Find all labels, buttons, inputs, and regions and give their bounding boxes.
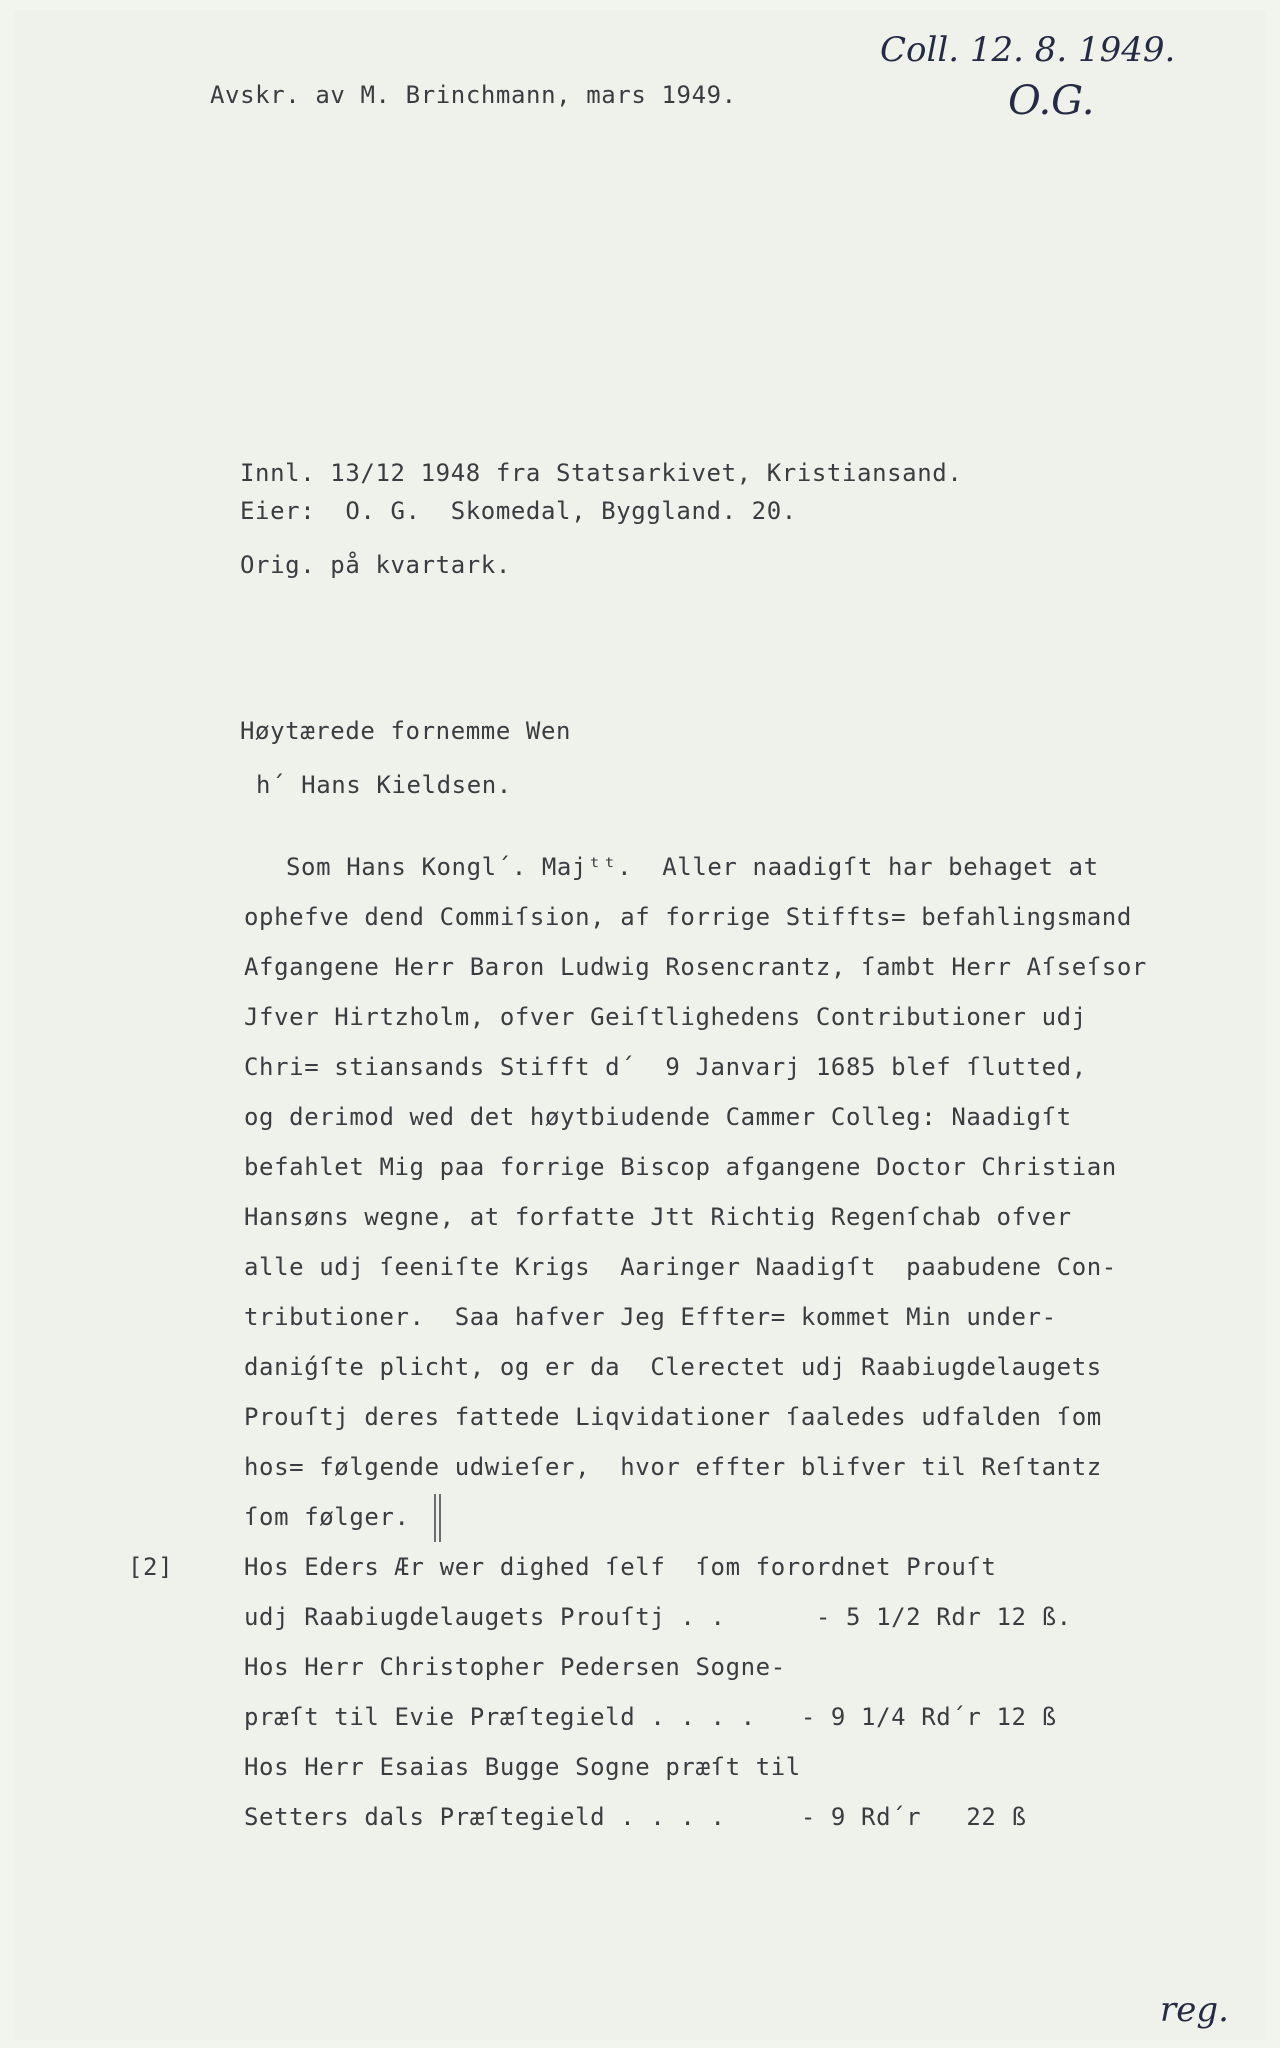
account-entry: Hos Herr Christopher Pedersen Sogne-	[244, 1653, 786, 1681]
account-entry: Hos Eders Ær wer dighed ſelf ſom forordnet Prouſt	[244, 1553, 997, 1581]
account-entry: Setters dals Præſtegield . . . . - 9 Rd´r 22 ß	[244, 1803, 1027, 1831]
owner-line: Eier: O. G. Skomedal, Byggland. 20.	[240, 497, 797, 525]
account-entry: præſt til Evie Præſtegield . . . . - 9 1/4 Rd´r 12 ß	[244, 1703, 1057, 1731]
body-line: hos= følgende udwieſer, hvor effter blifver til Reſtantz	[244, 1453, 1102, 1481]
body-line: Chri= stiansands Stifft d´ 9 Janvarj 1685 blef ſlutted,	[244, 1053, 1087, 1081]
body-line: ophefve dend Commiſsion, af forrige Stiffts= befahlingsmand	[244, 903, 1132, 931]
salutation-line-2: h´ Hans Kieldsen.	[256, 771, 512, 799]
initials-note: O.G.	[1008, 78, 1095, 124]
body-line: Hansøns wegne, at forfatte Jtt Richtig Regenſchab ofver	[244, 1203, 1072, 1231]
body-line: Prouſtj deres fattede Liqvidationer ſaaledes udfalden ſom	[244, 1403, 1102, 1431]
account-entry: udj Raabiugdelaugets Prouſtj . . - 5 1/2 Rdr 12 ß.	[244, 1603, 1072, 1631]
body-line: befahlet Mig paa forrige Biscop afgangene Doctor Christian	[244, 1153, 1117, 1181]
body-line: alle udj ſeeniſte Krigs Aaringer Naadigſt paabudene Con-	[244, 1253, 1117, 1281]
body-line: Afgangene Herr Baron Ludwig Rosencrantz, ſambt Herr Aſseſsor	[244, 953, 1147, 981]
reg-note: reg.	[1160, 1990, 1229, 2030]
body-line: Jfver Hirtzholm, ofver Geiſtlighedens Contributioner udj	[244, 1003, 1087, 1031]
salutation-line-1: Høytærede fornemme Wen	[240, 717, 572, 745]
body-line: og derimod wed det høytbiudende Cammer Colleg: Naadigſt	[244, 1103, 1072, 1131]
body-line: Som Hans Kongl´. Majᵗᵗ. Aller naadigſt har behaget at	[286, 853, 1099, 881]
account-entry: Hos Herr Esaias Bugge Sogne præſt til	[244, 1753, 801, 1781]
collection-note: Coll. 12. 8. 1949.	[880, 30, 1176, 70]
body-line: daniǵſte plicht, og er da Clerectet udj Raabiugdelaugets	[244, 1353, 1102, 1381]
transcription-note: Avskr. av M. Brinchmann, mars 1949.	[210, 81, 737, 109]
body-line: tributioner. Saa hafver Jeg Effter= kommet Min under-	[244, 1303, 1057, 1331]
margin-mark	[434, 1494, 436, 1542]
section-marker: [2]	[128, 1553, 174, 1581]
original-format-line: Orig. på kvartark.	[240, 551, 511, 579]
margin-mark	[439, 1494, 441, 1542]
body-line: ſom følger.	[244, 1503, 410, 1531]
received-line: Innl. 13/12 1948 fra Statsarkivet, Kristiansand.	[240, 459, 963, 487]
